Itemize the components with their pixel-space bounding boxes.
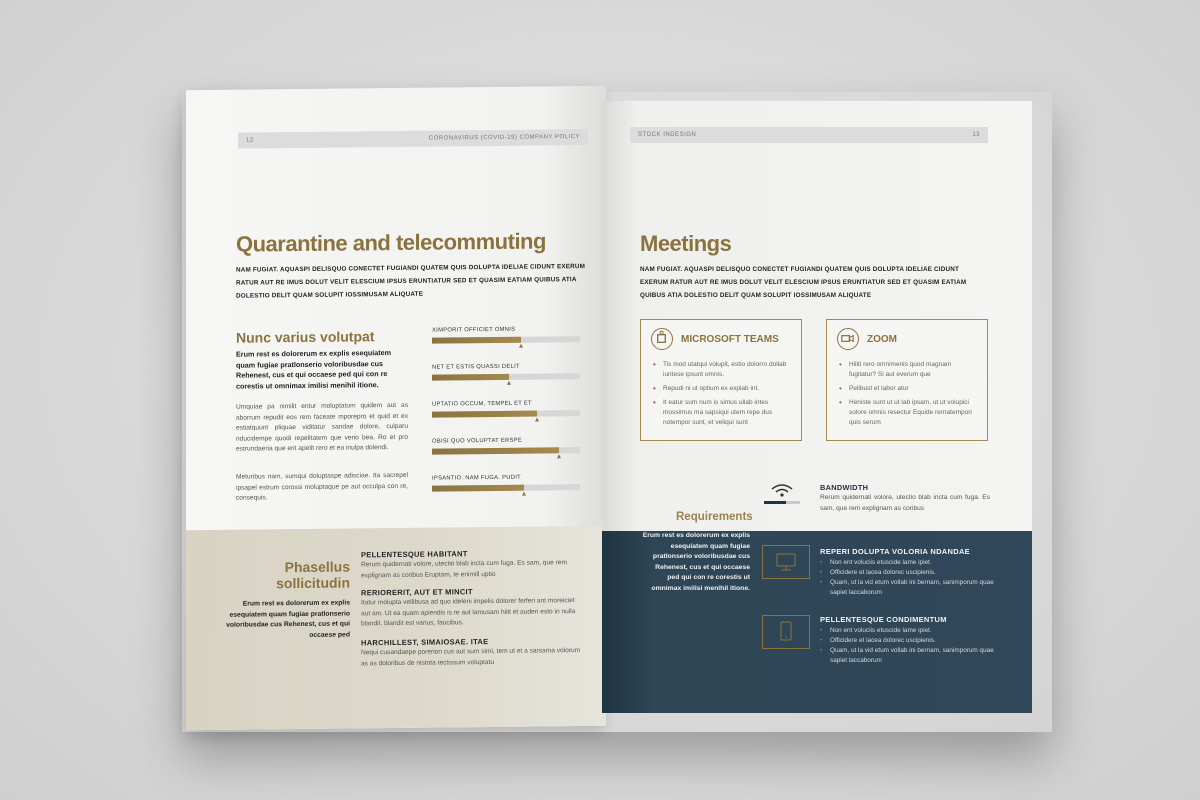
band-title: Phasellus sollicitudin	[276, 558, 350, 592]
card-title: MICROSOFT TEAMS	[681, 334, 779, 345]
section-body-1: Umquiae pa nimilit entur moluptatum quidem aut as aborrum repudit eos rem faceate mporepro et quid et ex estiatquunt pliquae viditatur sandae dolore, culparu nducidempe quodi repelitatem que verio bea. Ro et pro estrundaeria que erit apelit rero et ea inulpa dolendi.	[236, 401, 408, 453]
bar-fill	[432, 374, 509, 381]
band-item-text: Itatur molupta vellibusa ad quo ideleni impelis dolorer ferferi ant moreiciet aut am. Ut ea quam apiendis is re aut lamusam hilit et auden esto in nulla blandit. blandit est varius, faucibus.	[361, 597, 576, 628]
band-item-head: RERIORERIT, AUT ET MINCIT	[361, 587, 473, 598]
bar-label: IPSANTIO. NAM FUGA. PUDIT	[432, 474, 521, 482]
bar-fill	[432, 447, 559, 454]
list-item: • Non ent voluciis etuscide lame ipiet.	[820, 558, 1000, 568]
list-item: • Quam, ut la vid etum vollab ini bernam, sanimporum quae sapiet laccaborum	[820, 646, 1000, 666]
bar-label: OBISI QUO VOLUPTAT ERSPE	[432, 437, 522, 445]
card-list	[839, 360, 977, 432]
requirements-group-list	[820, 558, 1000, 598]
teams-icon	[651, 328, 673, 350]
card-zoom	[826, 319, 988, 441]
list-item: • Quam, ut la vid etum vollab ini bernam, sanimporum quae sapiet laccaborum	[820, 578, 1000, 598]
bar-label: XIMPORIT OFFICIET OMNIS	[432, 326, 516, 334]
card-list	[653, 360, 791, 432]
right-page	[602, 101, 1032, 713]
right-page-number: 13	[972, 132, 980, 138]
card-title: ZOOM	[867, 334, 897, 345]
list-item: • Heniste sunt ut ut lab ipsam, ut ut volupici solore omnis resectur Equide rernatempori quis serum	[839, 398, 977, 428]
bandwidth-text: Rerum quidernati volore, utectio blab incta cum fuga. Es sam, que rem explignam as coribus	[820, 494, 990, 512]
bar-marker	[519, 344, 523, 348]
section-title: Nunc varius volutpat	[236, 328, 375, 346]
requirements-group-head: PELLENTESQUE CONDIMENTUM	[820, 615, 947, 624]
requirements-bold-text: Erum rest es dolorerum ex explis esequiatem quam fugiae pratlonserio voloribusdae cus Rehenest, cus et qui occaese ped qui con re corestis ut omnimax imilisi menihil itione.	[642, 532, 750, 592]
monitor-icon	[762, 545, 810, 579]
band-item-text: Nequi cusandaepe porerion cus aut sum simi, tem ut et a sarsama volorum as as doloribus de nistota tectissum voluptatu	[361, 647, 581, 667]
band-bold-text: Erum rest es dolorerum ex explis esequiatem quam fugiae pratlonserio voloribusdae cus Rehenest, cus et qui occaese ped	[226, 599, 350, 639]
list-item: • Officidere et lacea dolorec uscipienis.	[820, 636, 1000, 646]
bar-marker	[557, 454, 561, 458]
list-item: • It eatur sum num is simus ullab intes mossimus ma sapsiqui utem repe dus notempor sunt, et veliqui sunt	[653, 398, 791, 428]
progress-bar-list	[432, 326, 580, 513]
bar-track	[432, 373, 580, 381]
requirements-group-head: REPERI DOLUPTA VOLORIA NDANDAE	[820, 547, 970, 556]
section-body-2: Meturibus nam, sumqui doluptaspe adisciae. Ita sacrepel ipsapel estrum corossi moluptaque pe aut occulpa con re, consequis.	[236, 471, 408, 502]
bar-label: UPTATIO OCCUM, TEMPEL ET ET	[432, 400, 532, 408]
left-page-number: 12	[246, 137, 254, 144]
list-item: • Officidere et lacea dolorec uscipienis.	[820, 568, 1000, 578]
tablet-icon	[762, 615, 810, 649]
section-bold-text: Erum rest es dolorerum ex explis esequiatem quam fugiae pratlonserio voloribusdae cus Rehenest, cus et qui occaese ped qui con re corestis ut omnimax imilisi menihil itione.	[236, 348, 391, 391]
left-feature-band	[186, 526, 606, 730]
bar-fill	[432, 337, 521, 344]
right-page-title: Meetings	[640, 231, 732, 256]
bandwidth-head: BANDWIDTH	[820, 483, 869, 492]
right-requirements-band	[602, 511, 1032, 713]
left-running-header: CORONAVIRUS (COVID-19) COMPANY POLICY	[428, 134, 580, 142]
left-intro-text: NAM FUGIAT. AQUASPI DELISQUO CONECTET FUGIANDI QUATEM QUIS DOLUPTA IDELIAE CIDUNT EXERUM RATUR AUT RE IMUS DOLUT VELIT ELESCIUM IPSUS ERUNTIATUR SED ET QUASIM EATIAM QUIBUS ATIA DOLESTIO DELIT QUAM SOLUPIT IOSSIMUSAM ALIQUATE	[236, 263, 586, 300]
bar-fill	[432, 411, 537, 418]
list-item: • Tis mod utatqui volupit, estio dolorro dollab iuntese ipsunt omnis.	[653, 360, 791, 380]
left-page-title: Quarantine and telecommuting	[236, 228, 546, 257]
progress-bar-item	[432, 326, 580, 365]
video-camera-icon	[837, 328, 859, 350]
bar-track	[432, 410, 580, 418]
band-item-head: HARCHILLEST, SIMAIOSAE. ITAE	[361, 637, 489, 648]
list-item: • Pelibust et labor atur	[839, 384, 977, 394]
progress-bar-item	[432, 437, 580, 476]
bar-track	[432, 336, 580, 344]
left-page	[186, 86, 606, 730]
band-item-text: Rerum quidernati volore, utectio blab incta cum fuga. Es sam, que rem explignam as coribus Eruptam, te enimill uptio	[361, 559, 567, 579]
list-item: • Repudi ni ut optium ex explab int.	[653, 384, 791, 394]
bar-marker	[535, 418, 539, 422]
progress-bar-item	[432, 474, 580, 513]
left-page-header	[238, 129, 588, 149]
right-page-header	[630, 127, 988, 143]
bar-marker	[507, 381, 511, 385]
list-item: • Hiliti rero omnimenis quod magnam fugitatur? Si aut everum que	[839, 360, 977, 380]
bar-track	[432, 484, 580, 492]
band-item-head: PELLENTESQUE HABITANT	[361, 549, 468, 560]
list-item: • Non ent voluciis etuscide lame ipiet.	[820, 626, 1000, 636]
right-intro-text: NAM FUGIAT. AQUASPI DELISQUO CONECTET FUGIANDI QUATEM QUIS DOLUPTA IDELIAE CIDUNT EXERUM RATUR AUT RE IMUS DOLUT VELIT ELESCIUM IPSUS ERUNTIATUR SED ET QUASIM EATIAM QUIBUS ATIA DOLESTIO DELIT QUAM SOLUPIT IOSSIMUSAM ALIQUATE	[640, 266, 967, 299]
wifi-icon	[762, 479, 802, 512]
requirements-title: Requirements	[676, 511, 753, 523]
bar-label: NET ET ESTIS QUASSI DELIT	[432, 363, 520, 371]
bar-fill	[432, 485, 524, 492]
right-running-header: STOCK INDESIGN	[638, 132, 697, 138]
bar-marker	[522, 492, 526, 496]
requirements-group-list	[820, 626, 1000, 666]
progress-bar-item	[432, 363, 580, 402]
progress-bar-item	[432, 400, 580, 439]
card-microsoft-teams	[640, 319, 802, 441]
